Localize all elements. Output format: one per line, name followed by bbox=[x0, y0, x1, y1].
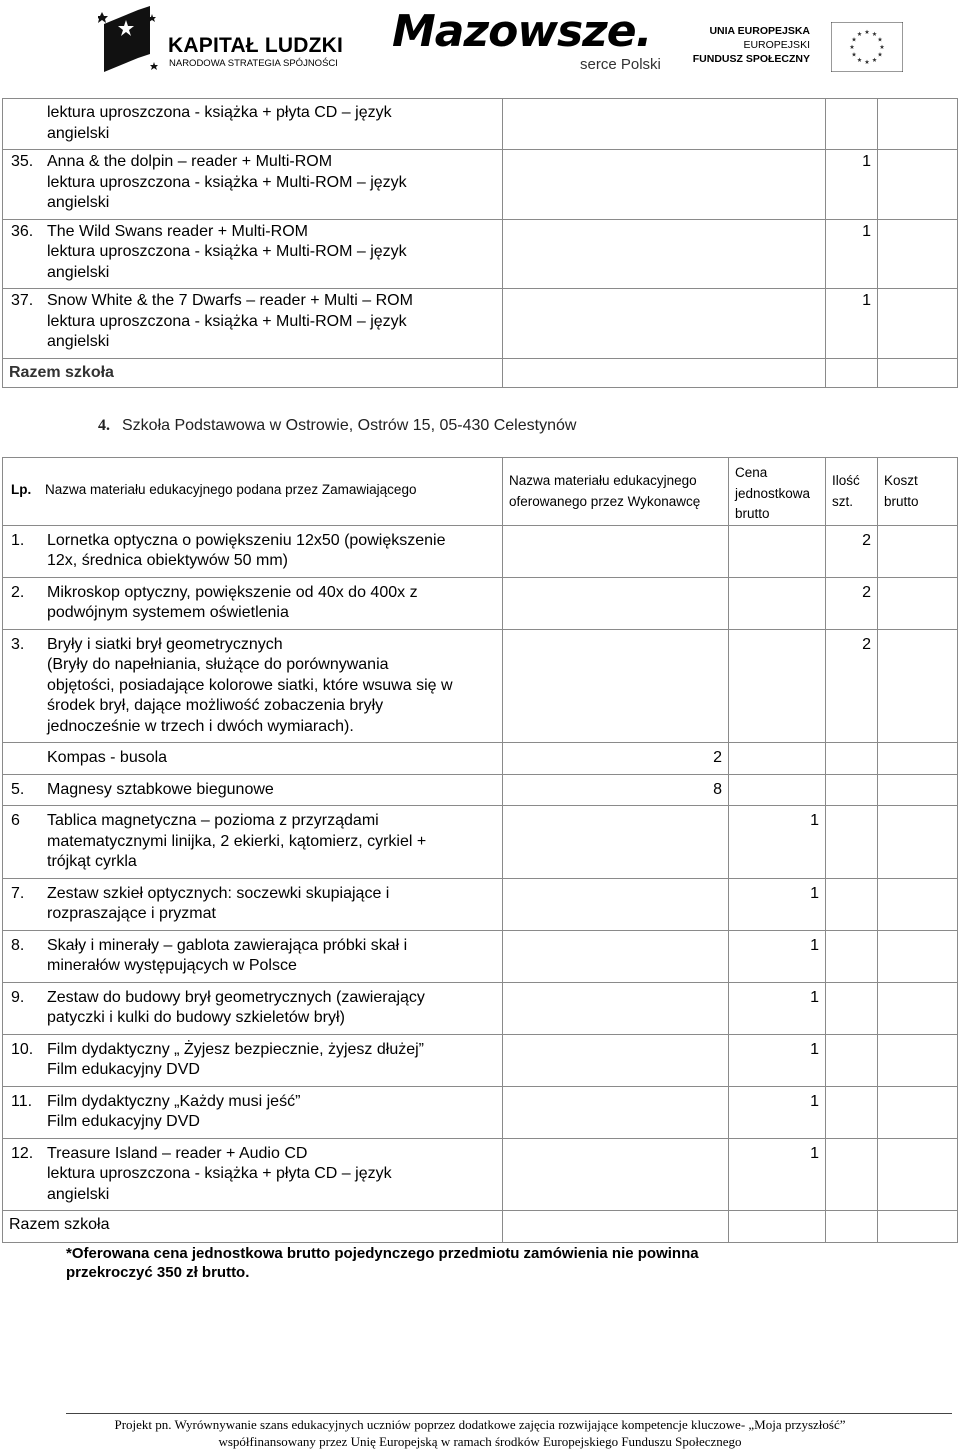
cell-description bbox=[3, 743, 503, 775]
table-row bbox=[3, 930, 958, 982]
cell-unit-price bbox=[729, 577, 826, 629]
cell-offered bbox=[503, 743, 729, 775]
cell-unit-price bbox=[729, 629, 826, 743]
cell-unit-price bbox=[729, 1086, 826, 1138]
table-row bbox=[3, 878, 958, 930]
qty-value: 1 bbox=[810, 1040, 819, 1058]
section-title-text: Szkoła Podstawowa w Ostrowie, Ostrów 15, 05-430 Celestynów bbox=[122, 417, 577, 434]
qty-value: 8 bbox=[713, 780, 722, 798]
ue-logo bbox=[692, 22, 938, 72]
table-row bbox=[3, 289, 958, 359]
table-row bbox=[3, 1034, 958, 1086]
cell-description bbox=[3, 525, 503, 577]
cell-description bbox=[3, 150, 503, 220]
cell-offered bbox=[503, 806, 729, 879]
item-description-line: matematycznymi linijka, 2 ekierki, kątomierz, cyrkiel + bbox=[47, 832, 427, 850]
qty-value: 1 bbox=[810, 812, 819, 829]
qty-value: 1 bbox=[810, 936, 819, 954]
price-note bbox=[66, 1244, 699, 1282]
ue-logo-text bbox=[693, 24, 810, 66]
kapital-ludzki-subtitle: NARODOWA STRATEGIA SPÓJNOŚCI bbox=[169, 58, 338, 69]
cell-unit-price bbox=[729, 1138, 826, 1211]
cell-cost bbox=[878, 289, 958, 359]
total-row bbox=[3, 1211, 958, 1243]
item-description-line: The Wild Swans reader + Multi-ROM bbox=[47, 222, 308, 240]
item-description-line: lektura uproszczona - książka + płyta CD – język bbox=[47, 104, 392, 121]
cell-cost bbox=[878, 774, 958, 806]
cell-qty bbox=[826, 930, 878, 982]
cell-qty bbox=[826, 878, 878, 930]
cell-cost bbox=[878, 577, 958, 629]
qty-value: 1 bbox=[862, 292, 871, 309]
cell-qty bbox=[826, 1211, 878, 1243]
item-description-line: minerałów występujących w Polsce bbox=[47, 957, 297, 974]
item-description-line: angielski bbox=[47, 263, 110, 281]
table-row bbox=[3, 577, 958, 629]
footer-line2: współfinansowany przez Unię Europejską w ramach środków Europejskiego Funduszu Społecznego bbox=[218, 1434, 742, 1449]
item-description-line: Kompas - busola bbox=[47, 749, 168, 766]
cell-offered bbox=[503, 219, 826, 289]
table-row bbox=[3, 1086, 958, 1138]
price-note-line1: *Oferowana cena jednostkowa brutto pojedynczego przedmiotu zamówienia nie powinna bbox=[66, 1245, 699, 1262]
cell-cost bbox=[878, 743, 958, 775]
cell-cost bbox=[878, 806, 958, 879]
cell-offered bbox=[503, 878, 729, 930]
cell-offered bbox=[503, 629, 729, 743]
section-title bbox=[98, 417, 576, 435]
cell-offered bbox=[503, 982, 729, 1034]
cell-qty bbox=[826, 982, 878, 1034]
item-description bbox=[47, 780, 498, 801]
cell-unit-price bbox=[729, 1034, 826, 1086]
header-name-offered: Nazwa materiału edukacyjnego oferowanego przez Wykonawcę bbox=[503, 458, 729, 526]
cell-offered bbox=[503, 1034, 729, 1086]
cell-offered bbox=[503, 577, 729, 629]
cell-offered bbox=[503, 1086, 729, 1138]
price-note-line2: przekroczyć 350 zł brutto. bbox=[66, 1264, 250, 1281]
item-description bbox=[47, 222, 498, 284]
ue-logo-line2: EUROPEJSKI bbox=[743, 39, 810, 51]
header-qty: Ilość szt. bbox=[826, 458, 878, 526]
item-number: 8. bbox=[11, 936, 25, 954]
item-description-line: lektura uproszczona - książka + Multi-ROM – język bbox=[47, 243, 407, 260]
item-number: 10. bbox=[11, 1040, 34, 1058]
cell-cost bbox=[878, 1211, 958, 1243]
item-description-line: Zestaw do budowy brył geometrycznych (zawierający bbox=[47, 988, 425, 1006]
table-row bbox=[3, 806, 958, 879]
item-description-line: Film dydaktyczny „Każdy musi jeść” bbox=[47, 1092, 301, 1110]
item-number bbox=[11, 103, 47, 144]
item-description-line: angielski bbox=[47, 124, 110, 142]
cell-qty bbox=[826, 774, 878, 806]
kapital-ludzki-logo bbox=[98, 6, 360, 78]
cell-cost bbox=[878, 1138, 958, 1211]
cell-offered bbox=[503, 99, 826, 150]
cell-offered bbox=[503, 289, 826, 359]
item-description bbox=[47, 1040, 498, 1081]
qty-value: 2 bbox=[862, 635, 871, 653]
item-description bbox=[47, 1092, 498, 1133]
table-row bbox=[3, 743, 958, 775]
cell-qty bbox=[826, 743, 878, 775]
cell-offered bbox=[503, 930, 729, 982]
cell-unit-price bbox=[729, 525, 826, 577]
item-number: 1. bbox=[11, 531, 25, 549]
cell-description bbox=[3, 99, 503, 150]
cell-unit-price bbox=[729, 878, 826, 930]
cell-qty bbox=[826, 1034, 878, 1086]
table-row bbox=[3, 525, 958, 577]
item-number: 37. bbox=[11, 292, 34, 309]
item-description-line: trójkąt cyrkla bbox=[47, 853, 137, 870]
page-footer bbox=[0, 1416, 960, 1450]
table-row bbox=[3, 774, 958, 806]
item-description-line: angielski bbox=[47, 333, 110, 350]
item-number: 12. bbox=[11, 1144, 34, 1162]
cell-qty bbox=[826, 219, 878, 289]
table-row bbox=[3, 1138, 958, 1211]
item-number: 36. bbox=[11, 222, 34, 240]
cell-description bbox=[3, 774, 503, 806]
item-description bbox=[47, 748, 498, 769]
item-description-line: Skały i minerały – gablota zawierająca próbki skał i bbox=[47, 936, 408, 954]
item-description-line: lektura uproszczona - książka + Multi-ROM – język bbox=[47, 312, 407, 330]
item-description bbox=[47, 811, 498, 873]
cell-cost bbox=[878, 525, 958, 577]
items-table bbox=[2, 457, 958, 1243]
cell-unit-price bbox=[729, 1211, 826, 1243]
item-number: 6 bbox=[11, 812, 20, 829]
item-description-line: Film dydaktyczny „ Żyjesz bezpiecznie, żyjesz dłużej” bbox=[47, 1040, 425, 1058]
cell-cost bbox=[878, 878, 958, 930]
section-number: 4. bbox=[98, 417, 110, 434]
cell-unit-price bbox=[729, 982, 826, 1034]
item-description-line: patyczki i kulki do budowy szkieletów brył) bbox=[47, 1009, 345, 1026]
cell-qty bbox=[826, 525, 878, 577]
header-lp: Lp. bbox=[11, 482, 32, 497]
qty-value: 1 bbox=[810, 1092, 819, 1110]
item-description-line: lektura uproszczona - książka + Multi-ROM – język bbox=[47, 173, 407, 191]
item-number: 7. bbox=[11, 884, 25, 902]
cell-description bbox=[3, 878, 503, 930]
header-name-ordered: Lp. Nazwa materiału edukacyjnego podana przez Zamawiającego bbox=[3, 458, 503, 526]
cell-qty bbox=[826, 1138, 878, 1211]
qty-value: 1 bbox=[862, 153, 871, 170]
cell-description bbox=[3, 219, 503, 289]
cell-cost bbox=[878, 1034, 958, 1086]
table-row bbox=[3, 150, 958, 220]
header-cost: Koszt brutto bbox=[878, 458, 958, 526]
cell-qty bbox=[826, 629, 878, 743]
cell-qty bbox=[826, 99, 878, 150]
item-description-line: Magnesy sztabkowe biegunowe bbox=[47, 780, 274, 798]
cell-offered bbox=[503, 1138, 729, 1211]
cell-qty bbox=[826, 806, 878, 879]
cell-description bbox=[3, 1034, 503, 1086]
item-description-line: angielski bbox=[47, 1185, 110, 1203]
cell-offered bbox=[503, 525, 729, 577]
cell-description bbox=[3, 289, 503, 359]
item-description bbox=[47, 583, 498, 624]
item-description-line: środek brył, dające możliwość zobaczenia bryły bbox=[47, 697, 384, 714]
item-description-line: Tablica magnetyczna – pozioma z przyrządami bbox=[47, 812, 379, 829]
item-description bbox=[47, 635, 498, 738]
cell-qty bbox=[826, 1086, 878, 1138]
item-description bbox=[47, 152, 498, 214]
cell-cost bbox=[878, 99, 958, 150]
mazowsze-logo-subtitle: serce Polski bbox=[580, 56, 661, 73]
kapital-ludzki-mark-icon bbox=[98, 6, 160, 76]
item-description-line: lektura uproszczona - książka + płyta CD – język bbox=[47, 1165, 392, 1182]
kapital-ludzki-title: KAPITAŁ LUDZKI bbox=[168, 34, 344, 57]
cell-description bbox=[3, 577, 503, 629]
cell-description bbox=[3, 1138, 503, 1211]
table-row bbox=[3, 219, 958, 289]
item-description bbox=[47, 291, 498, 353]
cell-cost bbox=[878, 930, 958, 982]
item-number: 35. bbox=[11, 153, 34, 170]
cell-description bbox=[3, 982, 503, 1034]
table-row bbox=[3, 982, 958, 1034]
cell-qty bbox=[826, 150, 878, 220]
item-description-line: Mikroskop optyczny, powiększenie od 40x do 400x z bbox=[47, 583, 418, 601]
eu-flag-icon bbox=[831, 22, 903, 72]
ue-logo-line3: FUNDUSZ SPOŁECZNY bbox=[692, 53, 810, 65]
cell-qty bbox=[826, 358, 878, 388]
cell-unit-price bbox=[729, 774, 826, 806]
item-description-line: Film edukacyjny DVD bbox=[47, 1113, 200, 1130]
qty-value: 2 bbox=[862, 583, 871, 601]
item-description-line: podwójnym systemem oświetlenia bbox=[47, 604, 289, 621]
item-description bbox=[47, 988, 498, 1029]
cell-offered bbox=[503, 150, 826, 220]
cell-cost bbox=[878, 219, 958, 289]
item-description-line: Lornetka optyczna o powiększeniu 12x50 (powiększenie bbox=[47, 531, 446, 549]
cell-offered bbox=[503, 358, 826, 388]
cell-description bbox=[3, 930, 503, 982]
cell-description bbox=[3, 1086, 503, 1138]
logo-bar bbox=[0, 0, 960, 90]
table-row bbox=[3, 99, 958, 150]
item-description-line: Treasure Island – reader + Audio CD bbox=[47, 1144, 308, 1162]
item-description-line: jednocześnie w trzech i dwóch wymiarach). bbox=[47, 717, 354, 735]
cell-description bbox=[3, 806, 503, 879]
cell-cost bbox=[878, 358, 958, 388]
mazowsze-logo bbox=[392, 4, 672, 78]
item-number: 9. bbox=[11, 988, 25, 1006]
total-label: Razem szkoła bbox=[3, 358, 503, 388]
cell-description bbox=[3, 629, 503, 743]
item-description-line: (Bryły do napełniania, służące do porównywania bbox=[47, 656, 389, 673]
ue-logo-line1: UNIA EUROPEJSKA bbox=[709, 25, 810, 37]
qty-value: 1 bbox=[810, 988, 819, 1006]
cell-cost bbox=[878, 150, 958, 220]
cell-unit-price bbox=[729, 743, 826, 775]
total-row bbox=[3, 358, 958, 388]
cell-cost bbox=[878, 1086, 958, 1138]
qty-value: 1 bbox=[810, 1144, 819, 1162]
qty-value: 1 bbox=[862, 222, 871, 240]
item-description bbox=[47, 884, 498, 925]
qty-value: 1 bbox=[810, 884, 819, 902]
item-description bbox=[47, 936, 498, 977]
cell-qty bbox=[826, 577, 878, 629]
cell-offered bbox=[503, 1211, 729, 1243]
cell-cost bbox=[878, 629, 958, 743]
item-number: 2. bbox=[11, 583, 25, 601]
cell-unit-price bbox=[729, 930, 826, 982]
table-header-row bbox=[3, 458, 958, 526]
items-table-continued bbox=[2, 98, 958, 388]
item-description-line: angielski bbox=[47, 194, 110, 211]
item-description-line: objętości, posiadające kolorowe siatki, które wsuwa się w bbox=[47, 676, 453, 694]
item-description-line: Zestaw szkieł optycznych: soczewki skupiające i bbox=[47, 884, 390, 902]
item-description bbox=[47, 1144, 498, 1206]
item-description-line: Film edukacyjny DVD bbox=[47, 1061, 200, 1078]
item-description-line: Bryły i siatki brył geometrycznych bbox=[47, 635, 283, 653]
item-description-line: Snow White & the 7 Dwarfs – reader + Multi – ROM bbox=[47, 292, 413, 309]
cell-qty bbox=[826, 289, 878, 359]
item-number: 3. bbox=[11, 635, 25, 653]
item-number bbox=[11, 748, 47, 769]
item-description-line: 12x, średnica obiektywów 50 mm) bbox=[47, 552, 288, 569]
footer-divider bbox=[66, 1413, 952, 1414]
header-unit-price: Cena jednostkowa brutto bbox=[729, 458, 826, 526]
item-description bbox=[47, 103, 498, 144]
cell-unit-price bbox=[729, 806, 826, 879]
item-description bbox=[47, 531, 498, 572]
item-number: 5. bbox=[11, 780, 25, 798]
table-row bbox=[3, 629, 958, 743]
mazowsze-logo-name: Mazowsze. bbox=[392, 6, 652, 57]
item-description-line: rozpraszające i pryzmat bbox=[47, 905, 216, 922]
cell-cost bbox=[878, 982, 958, 1034]
footer-line1: Projekt pn. Wyrównywanie szans edukacyjnych uczniów poprzez dodatkowe zajęcia rozwijające kompetencje kluczowe- „Moja przyszłość” bbox=[114, 1417, 846, 1432]
cell-offered bbox=[503, 774, 729, 806]
total-label: Razem szkoła bbox=[3, 1211, 503, 1243]
qty-value: 2 bbox=[862, 531, 871, 549]
qty-value: 2 bbox=[713, 749, 722, 766]
item-number: 11. bbox=[11, 1092, 33, 1110]
item-description-line: Anna & the dolpin – reader + Multi-ROM bbox=[47, 153, 333, 170]
